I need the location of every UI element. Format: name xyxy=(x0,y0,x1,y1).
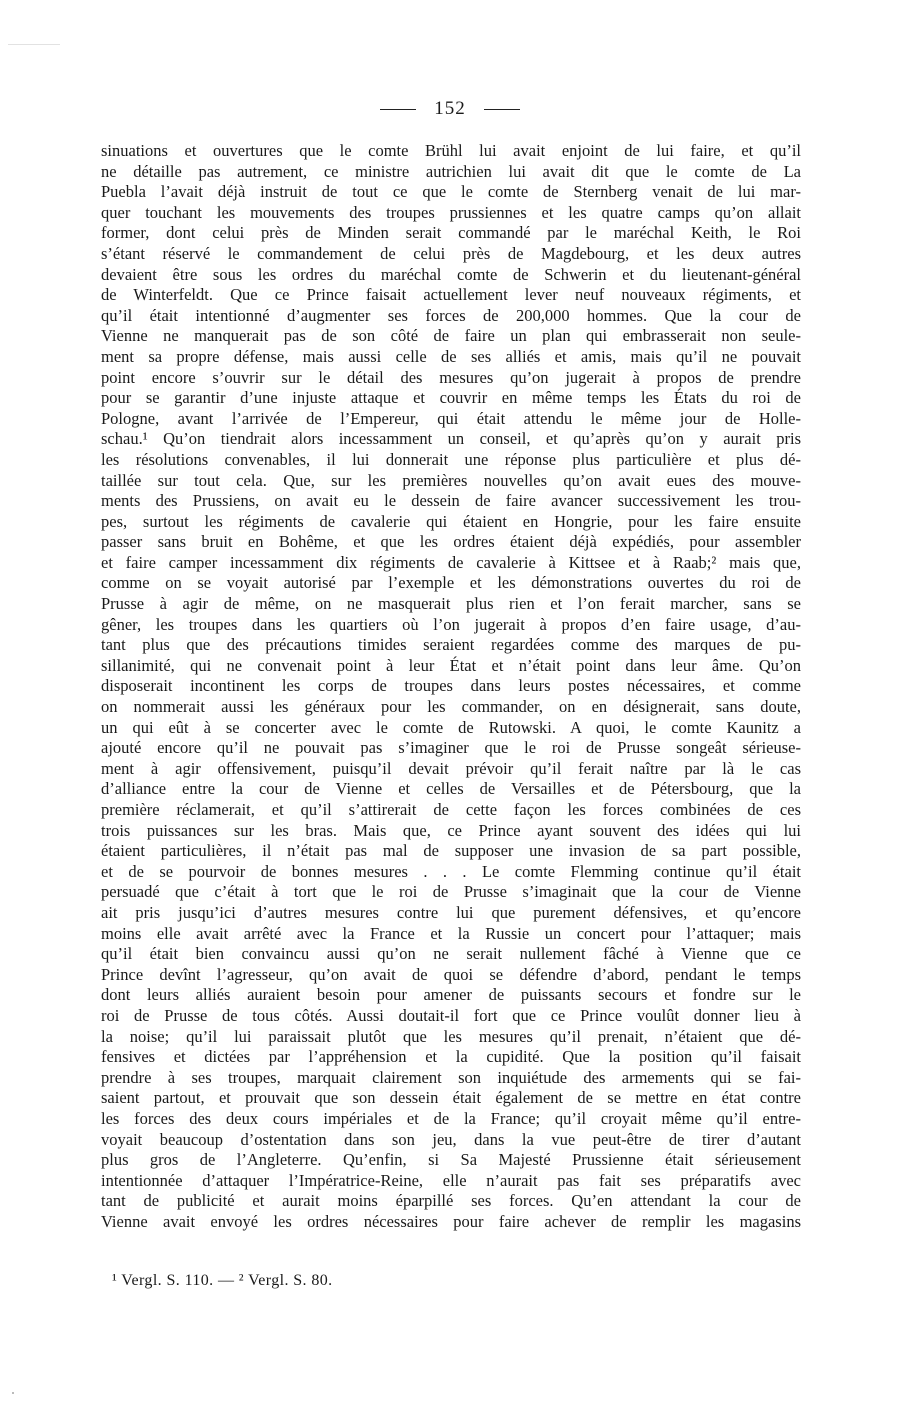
text-line: la noise; qu’il lui paraissait plutôt que les mesures qu’il prenait, n’étaient que dé- xyxy=(101,1026,801,1046)
text-line: ments des Prussiens, on avait eu le dessein de faire avancer successivement les trou- xyxy=(101,491,801,511)
text-line: prendre à ses troupes, marquait clairement son inquiétude des armements qui se fai- xyxy=(101,1067,801,1087)
body-text xyxy=(101,141,801,1232)
text-line: s’étant réservé le commandement de celui près de Magdebourg, et les deux autres xyxy=(101,243,801,263)
text-line: plus gros de l’Angleterre. Qu’enfin, si Sa Majesté Prussienne était sérieusement xyxy=(101,1150,801,1170)
text-line: schau.¹ Qu’on tiendrait alors incessamment un conseil, et qu’après qu’on y aurait pris xyxy=(101,429,801,449)
footnotes: ¹ Vergl. S. 110. — ² Vergl. S. 80. xyxy=(112,1272,333,1289)
text-line: devaient être sous les ordres du maréchal comte de Schwerin et du lieutenant-général xyxy=(101,264,801,284)
header-dash-left xyxy=(380,109,416,110)
text-line: Prusse à agir de même, on ne masquerait plus rien et l’on ferait marcher, sans se xyxy=(101,594,801,614)
text-line: voyait beaucoup d’ostentation dans son jeu, dans la vue peut-être de tirer d’autant xyxy=(101,1129,801,1149)
text-line: Vienne ne manquerait pas de son côté de faire un plan qui embrasserait non seule- xyxy=(101,326,801,346)
text-line: passer sans bruit en Bohême, et que les ordres étaient déjà expédiés, pour assembler xyxy=(101,532,801,552)
text-line: roi de Prusse de tous côtés. Aussi doutait-il fort que ce Prince voulût donner lieu à xyxy=(101,1005,801,1025)
text-line: point encore s’ouvrir sur le détail des mesures qu’on jugerait à propos de prendre xyxy=(101,367,801,387)
text-line: quer touchant les mouvements des troupes prussiennes et les quatre camps qu’on allait xyxy=(101,202,801,222)
text-line: qu’il était bien convaincu aussi qu’on ne serait nullement fâché à Vienne que ce xyxy=(101,944,801,964)
text-line: trois puissances sur les bras. Mais que, ce Prince ayant souvent des idées qui lui xyxy=(101,820,801,840)
scan-speck xyxy=(12,1392,14,1394)
text-line: Vienne avait envoyé les ordres nécessaires pour faire achever de remplir les magasins xyxy=(101,1211,801,1231)
text-line: on nommerait aussi les généraux pour les commander, on en désignerait, sans doute, xyxy=(101,697,801,717)
text-line: d’alliance entre la cour de Vienne et celles de Versailles et de Pétersbourg, que la xyxy=(101,779,801,799)
text-line: Puebla l’avait déjà instruit de tout ce que le comte de Sternberg venait de lui mar- xyxy=(101,182,801,202)
text-line: première réclamerait, et qu’il s’attirerait de cette façon les forces combinées de ces xyxy=(101,800,801,819)
text-line: pes, surtout les régiments de cavalerie qui étaient en Hongrie, pour les faire ensuite xyxy=(101,511,801,531)
text-line: disposerait incontinent les corps de troupes dans leurs postes nécessaires, et comme xyxy=(101,676,801,696)
text-line: ment à agir offensivement, puisqu’il devait prévoir qu’il ferait naître par là le cas xyxy=(101,758,801,778)
text-line: tant plus que des précautions timides seraient regardées comme des marques de pu- xyxy=(101,635,801,655)
text-line: comme on se voyait autorisé par l’exemple et les démonstrations ouvertes du roi de xyxy=(101,573,801,593)
page-header xyxy=(0,98,900,120)
text-line: les forces des deux cours impériales et de la France; qu’il croyait même qu’il entre- xyxy=(101,1108,801,1128)
text-line: intentionnée d’attaquer l’Impératrice-Reine, elle n’aurait pas fait ses préparatifs avec xyxy=(101,1170,801,1190)
text-line: former, dont celui près de Minden serait commandé par le maréchal Keith, le Roi xyxy=(101,223,801,243)
text-line: taillée sur tout cela. Que, sur les premières nouvelles qu’on avait eues des mouve- xyxy=(101,470,801,490)
text-line: Pologne, avant l’arrivée de l’Empereur, qui était attendu le même jour de Holle- xyxy=(101,408,801,428)
text-line: ait pris jusqu’ici d’autres mesures contre lui que purement défensives, et qu’encore xyxy=(101,902,801,922)
text-line: et faire camper incessamment dix régiments de cavalerie à Kittsee et à Raab;² mais que, xyxy=(101,552,801,572)
page-number: 152 xyxy=(434,98,466,119)
text-line: saient partout, et prouvait que son dessein était également de se mettre en état contre xyxy=(101,1088,801,1108)
text-line: étaient particulières, il n’était pas mal de supposer une invasion de sa part possible, xyxy=(101,841,801,861)
text-line: pour se garantir d’une injuste attaque et couvrir en même temps les États du roi de xyxy=(101,388,801,408)
text-line: et de se pourvoir de bonnes mesures . . . Le comte Flemming continue qu’il était xyxy=(101,861,801,881)
text-line: sillanimité, qui ne convenait point à leur État et n’était point dans leur âme. Qu’on xyxy=(101,655,801,675)
text-line: sinuations et ouvertures que le comte Brühl lui avait enjoint de lui faire, et qu’il xyxy=(101,141,801,160)
text-line: Prince devînt l’agresseur, qu’on avait de quoi se défendre d’abord, pendant le temps xyxy=(101,964,801,984)
text-line: tant de publicité et aurait moins éparpillé ses forces. Qu’en attendant la cour de xyxy=(101,1191,801,1211)
text-line: qu’il était intentionné d’augmenter ses forces de 200,000 hommes. Que la cour de xyxy=(101,305,801,325)
text-line: dont leurs alliés auraient besoin pour amener de puissants secours et fondre sur le xyxy=(101,985,801,1005)
text-line: ajouté encore qu’il ne pouvait pas s’imaginer que le roi de Prusse songeât sérieuse- xyxy=(101,738,801,758)
text-line: fensives et dictées par l’appréhension et la cupidité. Que la position qu’il faisait xyxy=(101,1047,801,1067)
header-dash-right xyxy=(484,109,520,110)
text-line: ment sa propre défense, mais aussi celle de ses alliés et amis, mais qu’il ne pouvait xyxy=(101,346,801,366)
text-line: un qui eût à se concerter avec le comte de Rutowski. A quoi, le comte Kaunitz a xyxy=(101,717,801,737)
text-line: moins elle avait arrêté avec la France et la Russie un concert pour l’attaquer; mais xyxy=(101,923,801,943)
text-line: de Winterfeldt. Que ce Prince faisait actuellement lever neuf nouveaux régiments, et xyxy=(101,285,801,305)
text-line: ne détaille pas autrement, ce ministre autrichien lui avait dit que le comte de La xyxy=(101,161,801,181)
text-line: gêner, les troupes dans les quartiers où l’on jugerait à propos d’en faire usage, d’au- xyxy=(101,614,801,634)
scan-speck xyxy=(8,44,60,45)
text-line: les résolutions convenables, il lui donnerait une réponse plus particulière et plus dé- xyxy=(101,449,801,469)
text-line: persuadé que c’était à tort que le roi de Prusse s’imaginait que la cour de Vienne xyxy=(101,882,801,902)
